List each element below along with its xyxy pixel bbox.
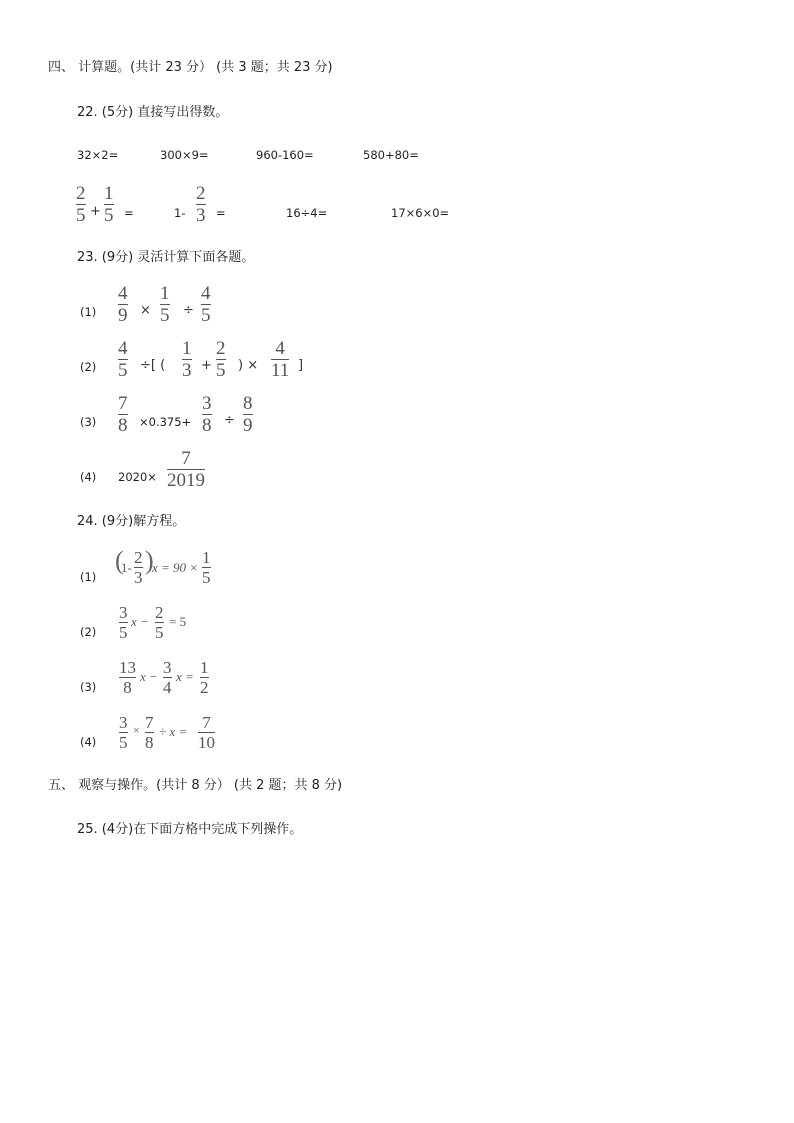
q24-part-1-label: (1) [80,570,97,584]
q23-p2-fraction-b: 1 3 [182,338,192,381]
q22-expr-2: 300×9= [160,148,209,162]
q24-header: 24. (9分)解方程。 [77,514,186,529]
q23-p3-times-decimal: ×0.375+ [139,415,192,429]
q23-p2-fraction-e: 4 11 [271,338,290,381]
q23-p2-fraction-c: 2 5 [216,338,226,381]
q22-expr-3: 960-160= [256,148,314,162]
q24-p3-fraction-a: 13 8 [119,658,136,697]
q24-p1-fraction-a: 2 3 [134,548,143,587]
q24-p1-equation-rest: x = 90 × [152,560,199,575]
q22-header: 22. (5分) 直接写出得数。 [77,105,229,120]
q23-p1-fraction-a: 4 9 [118,283,128,326]
q24-p2-fraction-b: 2 5 [155,603,164,642]
q23-p4-fraction: 7 2019 [167,448,205,491]
q25-header: 25. (4分)在下面方格中完成下列操作。 [77,822,303,837]
q22-expr-1: 32×2= [77,148,119,162]
q24-p1-close-paren: ) [145,546,154,575]
q22-equals-2: = [216,206,226,220]
q22-plus: + [90,204,101,219]
q23-p1-fraction-c: 4 5 [201,283,211,326]
q24-p4-times: × [133,723,140,737]
section-4-title: 四、 计算题。(共计 23 分） (共 3 题；共 23 分) [48,60,333,75]
q23-p1-divide: ÷ [183,303,194,318]
q23-p3-divide: ÷ [224,413,235,428]
q24-p2-fraction-a: 3 5 [119,603,128,642]
q22-equals-1: = [124,206,134,220]
q23-part-2-label: (2) [80,360,97,374]
q24-p3-x-equals: x = [176,669,194,684]
q24-p4-fraction-c: 7 10 [198,713,215,752]
q23-header: 23. (9分) 灵活计算下面各题。 [77,250,255,265]
q23-p1-times: × [140,303,151,318]
q22-expr-7: 16÷4= [286,206,328,220]
q23-p2-plus: + [201,358,212,373]
q22-fraction-3: 2 3 [196,183,206,226]
q22-one-minus: 1- [174,206,186,220]
q23-part-3-label: (3) [80,415,97,429]
q23-part-1-label: (1) [80,305,97,319]
q22-fraction-1: 2 5 [76,183,86,226]
q22-expr-4: 580+80= [363,148,419,162]
q23-p2-close-times: ) × [238,358,259,373]
q23-p3-fraction-c: 8 9 [243,393,253,436]
q24-p3-fraction-c: 1 2 [200,658,209,697]
q24-p4-fraction-b: 7 8 [145,713,154,752]
q24-p1-one-minus: 1- [121,560,132,575]
q23-p3-fraction-b: 3 8 [202,393,212,436]
q24-p4-fraction-a: 3 5 [119,713,128,752]
q23-p2-divide-bracket: ÷[ ( [140,358,166,373]
q24-p3-x-minus: x − [140,669,158,684]
q24-p1-open-paren: ( [115,546,124,575]
q24-p4-divide-x-equals: ÷ x = [159,724,188,739]
q24-part-2-label: (2) [80,625,97,639]
q24-p1-fraction-b: 1 5 [202,548,211,587]
q24-part-4-label: (4) [80,735,97,749]
q24-p3-fraction-b: 3 4 [163,658,172,697]
q23-p4-multiplier: 2020× [118,470,157,484]
q24-p2-x-minus: x − [131,614,149,629]
q23-p2-bracket-close: ] [298,358,304,373]
q23-part-4-label: (4) [80,470,97,484]
q24-part-3-label: (3) [80,680,97,694]
q24-p2-equals-5: = 5 [169,614,187,629]
q23-p2-fraction-a: 4 5 [118,338,128,381]
q22-expr-8: 17×6×0= [391,206,450,220]
section-5-title: 五、 观察与操作。(共计 8 分） (共 2 题；共 8 分) [48,778,343,793]
q23-p1-fraction-b: 1 5 [160,283,170,326]
q22-fraction-2: 1 5 [104,183,114,226]
q23-p3-fraction-a: 7 8 [118,393,128,436]
